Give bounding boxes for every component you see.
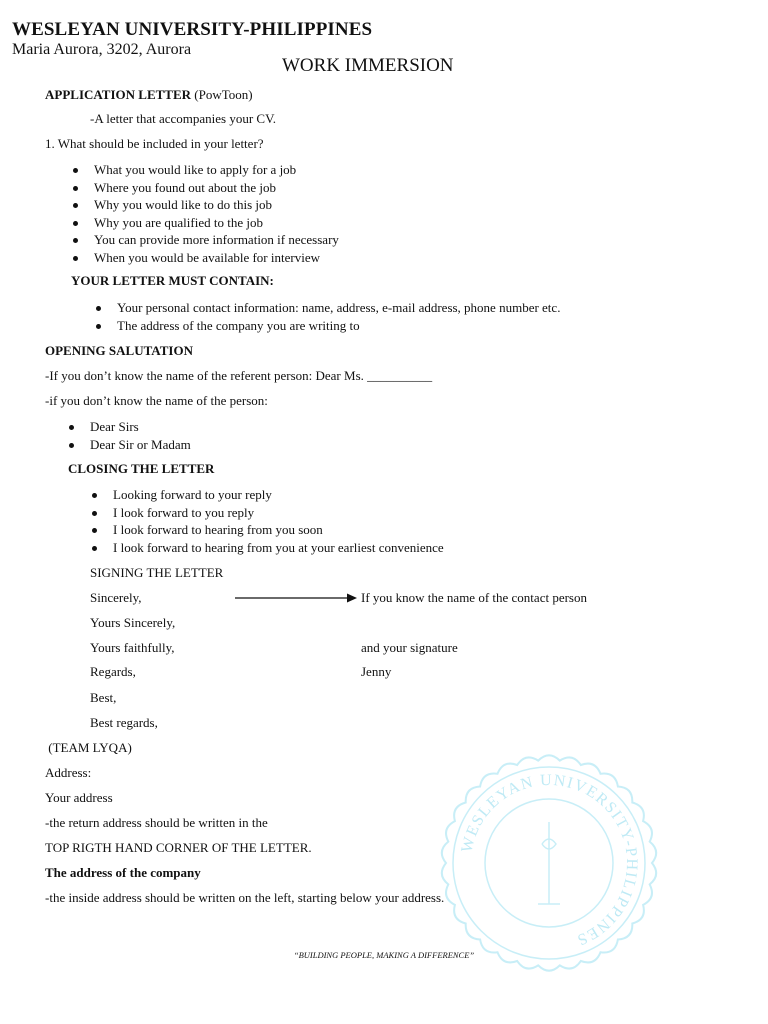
right-arrow-icon bbox=[235, 592, 359, 604]
list-item-text: Looking forward to your reply bbox=[113, 487, 272, 502]
signoff-best-regards: Best regards, bbox=[90, 715, 158, 730]
list-item-text: Why you are qualified to the job bbox=[94, 214, 263, 230]
list-item-text: I look forward to hearing from you soon bbox=[113, 522, 323, 537]
signoff-sincerely: Sincerely, bbox=[90, 590, 142, 605]
signing-note-signature: and your signature bbox=[361, 640, 458, 655]
opening-heading: OPENING SALUTATION bbox=[45, 343, 193, 358]
list-item-text: I look forward to you reply bbox=[113, 504, 255, 520]
list-item bbox=[94, 196, 339, 214]
bullet-icon bbox=[73, 238, 78, 243]
bullet-icon bbox=[73, 256, 78, 261]
bullet-icon bbox=[96, 306, 101, 311]
list-item-text: When you would be available for interview bbox=[94, 249, 320, 265]
opening-list bbox=[90, 418, 191, 453]
bullet-icon bbox=[73, 203, 78, 208]
list-item bbox=[117, 317, 560, 335]
bullet-icon bbox=[92, 528, 97, 533]
list-item bbox=[94, 179, 339, 197]
closing-heading: CLOSING THE LETTER bbox=[68, 461, 215, 476]
team-name: (TEAM LYQA) bbox=[45, 740, 132, 755]
page-title: WORK IMMERSION bbox=[282, 55, 454, 76]
application-heading-rest: (PowToon) bbox=[191, 87, 253, 102]
list-item bbox=[90, 436, 191, 454]
list-item-text: What you would like to apply for a job bbox=[94, 162, 297, 177]
return-address-position: TOP RIGTH HAND CORNER OF THE LETTER. bbox=[45, 840, 312, 855]
list-item-text: Dear Sir or Madam bbox=[90, 436, 191, 452]
list-item bbox=[94, 249, 339, 267]
footer-motto: “BUILDING PEOPLE, MAKING A DIFFERENCE” bbox=[293, 950, 475, 960]
list-item bbox=[94, 214, 339, 232]
list-item-text: Why you would like to do this job bbox=[94, 197, 273, 212]
closing-list bbox=[113, 486, 444, 556]
application-question: 1. What should be included in your letter? bbox=[45, 136, 264, 151]
list-item bbox=[113, 539, 444, 557]
bullet-icon bbox=[96, 324, 101, 329]
opening-line-2: -if you don’t know the name of the person: bbox=[45, 393, 268, 408]
list-item bbox=[113, 486, 444, 504]
signoff-best: Best, bbox=[90, 690, 117, 705]
opening-line-1: -If you don’t know the name of the referent person: Dear Ms. __________ bbox=[45, 368, 433, 383]
university-name: WESLEYAN UNIVERSITY-PHILIPPINES bbox=[12, 19, 373, 40]
university-address: Maria Aurora, 3202, Aurora bbox=[12, 41, 192, 58]
bullet-icon bbox=[69, 443, 74, 448]
bullet-icon bbox=[92, 546, 97, 551]
bullet-icon bbox=[92, 511, 97, 516]
application-definition: -A letter that accompanies your CV. bbox=[90, 111, 277, 126]
signing-heading: SIGNING THE LETTER bbox=[90, 565, 224, 580]
company-address-heading: The address of the company bbox=[45, 865, 201, 880]
application-list bbox=[94, 161, 339, 266]
seal-text: WESLEYAN UNIVERSITY-PHILIPPINES bbox=[458, 771, 641, 949]
list-item-text: Your personal contact information: name, address, e-mail address, phone number etc. bbox=[117, 300, 561, 315]
bullet-icon bbox=[69, 425, 74, 430]
bullet-icon bbox=[73, 186, 78, 191]
university-seal-watermark bbox=[438, 752, 660, 974]
application-heading bbox=[45, 87, 253, 103]
list-item bbox=[90, 418, 191, 436]
list-item-text: Where you found out about the job bbox=[94, 179, 276, 195]
signoff-regards: Regards, bbox=[90, 664, 136, 679]
list-item bbox=[113, 504, 444, 522]
your-address: Your address bbox=[45, 790, 113, 805]
list-item bbox=[94, 231, 339, 249]
inside-address-line: -the inside address should be written on the left, starting below your address. bbox=[45, 890, 445, 905]
list-item-text: Dear Sirs bbox=[90, 419, 139, 434]
return-address-line: -the return address should be written in the bbox=[45, 815, 268, 830]
list-item-text: I look forward to hearing from you at your earliest convenience bbox=[113, 539, 444, 555]
list-item bbox=[113, 521, 444, 539]
list-item bbox=[94, 161, 339, 179]
signoff-yours-faithfully: Yours faithfully, bbox=[90, 640, 175, 655]
bullet-icon bbox=[73, 221, 78, 226]
must-contain-list bbox=[117, 299, 560, 334]
list-item bbox=[117, 299, 560, 317]
list-item-text: The address of the company you are writing to bbox=[117, 317, 360, 333]
signing-note-contact: If you know the name of the contact person bbox=[361, 590, 587, 605]
signing-note-name: Jenny bbox=[361, 664, 392, 679]
signoff-yours-sincerely: Yours Sincerely, bbox=[90, 615, 176, 630]
address-label: Address: bbox=[45, 765, 92, 780]
list-item-text: You can provide more information if necessary bbox=[94, 232, 339, 247]
bullet-icon bbox=[73, 168, 78, 173]
bullet-icon bbox=[92, 493, 97, 498]
application-heading-bold: APPLICATION LETTER bbox=[45, 87, 192, 102]
must-contain-heading: YOUR LETTER MUST CONTAIN: bbox=[71, 273, 274, 288]
